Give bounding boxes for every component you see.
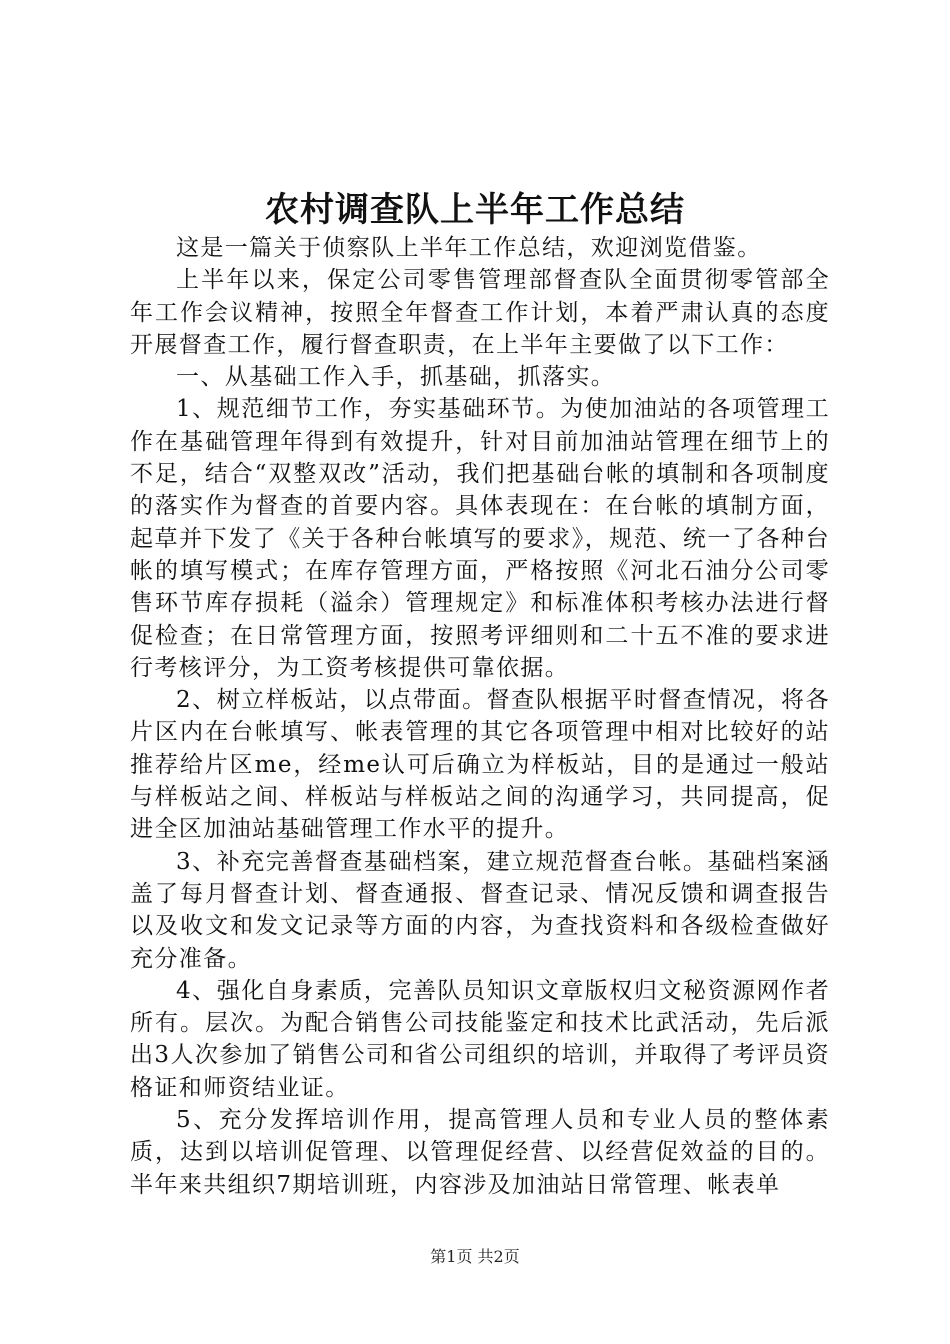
document-title: 农村调查队上半年工作总结 xyxy=(265,190,685,230)
intro-paragraph: 这是一篇关于侦察队上半年工作总结，欢迎浏览借鉴。 xyxy=(176,235,762,261)
section-heading-1: 一、从基础工作入手，抓基础，抓落实。 xyxy=(176,364,616,391)
item-paragraph-2: 2、树立样板站，以点带面。督查队根据平时督查情况，将各片区内在台帐填写、帐表管理的其它各项管理中相对比较好的站推荐给片区me，经me认可后确立为样板站，目的是通过一般站与样板站之间、样板站与样板站之间的沟通学习，共同提高，促进全区加油站基础管理工作水平的提升。 xyxy=(130,687,830,843)
page-number-footer: 第1页 共2页 xyxy=(430,1247,520,1266)
item-paragraph-3: 3、补充完善督查基础档案，建立规范督查台帐。基础档案涵盖了每月督查计划、督查通报、督查记录、情况反馈和调查报告以及收文和发文记录等方面的内容，为查找资料和各级检查做好充分准备。 xyxy=(130,848,830,972)
item-paragraph-5: 5、充分发挥培训作用，提高管理人员和专业人员的整体素质，达到以培训促管理、以管理促经营、以经营促效益的目的。半年来共组织7期培训班，内容涉及加油站日常管理、帐表单 xyxy=(130,1107,830,1198)
document-body xyxy=(130,232,830,1201)
item-paragraph-4: 4、强化自身素质，完善队员知识文章版权归文秘资源网作者所有。层次。为配合销售公司技能鉴定和技术比武活动，先后派出3人次参加了销售公司和省公司组织的培训，并取得了考评员资格证和师资结业证。 xyxy=(130,977,830,1101)
item-paragraph-1: 1、规范细节工作，夯实基础环节。为使加油站的各项管理工作在基础管理年得到有效提升，针对目前加油站管理在细节上的不足，结合“双整双改”活动，我们把基础台帐的填制和各项制度的落实作为督查的首要内容。具体表现在：在台帐的填制方面，起草并下发了《关于各种台帐填写的要求》，规范、统一了各种台帐的填写模式；在库存管理方面，严格按照《河北石油分公司零售环节库存损耗（溢余）管理规定》和标准体积考核办法进行督促检查；在日常管理方面，按照考评细则和二十五不准的要求进行考核评分，为工资考核提供可靠依据。 xyxy=(130,396,830,681)
overview-paragraph: 上半年以来，保定公司零售管理部督查队全面贯彻零管部全年工作会议精神，按照全年督查工作计划，本着严肃认真的态度开展督查工作，履行督查职责，在上半年主要做了以下工作： xyxy=(130,267,830,358)
